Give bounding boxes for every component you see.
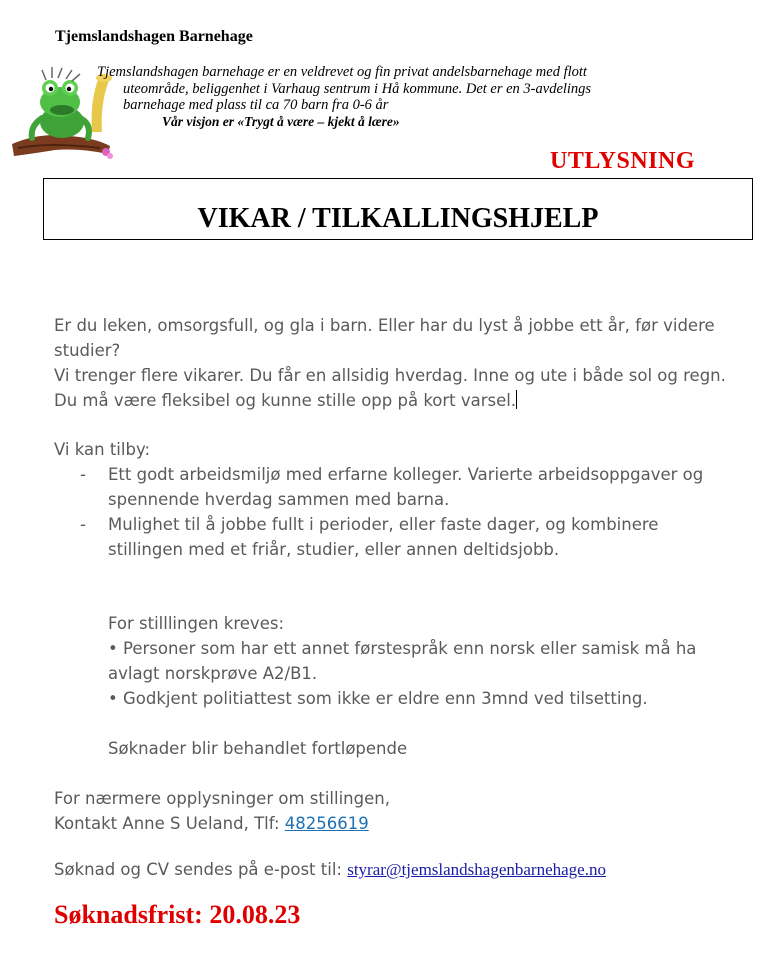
intro-text [97,64,677,114]
paragraph-line: Du må være fleksibel og kunne stille opp på kort varsel. [54,391,517,410]
intro-line: uteområde, beliggenhet i Varhaug sentrum i Hå kommune. Det er en 3-avdelings [123,80,592,97]
requirement-line: avlagt norskprøve A2/B1. [108,664,318,683]
list-item-line: Ett godt arbeidsmiljø med erfarne kolleger. Varierte arbeidsoppgaver og [108,465,704,484]
application-deadline: Søknadsfrist: 20.08.23 [54,900,301,929]
list-item-line: stillingen med et friår, studier, eller annen deltidsjobb. [108,540,560,559]
requirements-block [108,611,748,761]
email-link[interactable]: styrar@tjemslandshagenbarnehage.no [347,860,606,879]
intro-line: Tjemslandshagen barnehage er en veldrevet og fin privat andelsbarnehage med flott [97,64,587,80]
requirement-line: • Godkjent politiattest som ikke er eldre enn 3mnd ved tilsetting. [108,689,648,708]
contact-line: Kontakt Anne S Ueland, Tlf: 48256619 [54,814,369,833]
requirement-line: • Personer som har ett annet førstespråk enn norsk eller samisk må ha [108,639,697,658]
text-cursor [516,390,517,409]
list-item-line: spennende hverdag sammen med barna. [108,490,450,509]
intro-line: barnehage med plass til ca 70 barn fra 0-6 år [123,97,389,113]
offer-label: Vi kan tilby: [54,440,151,459]
list-item [80,512,740,562]
email-line: Søknad og CV sendes på e-post til: styrar@tjemslandshagenbarnehage.no [54,860,606,879]
offer-list [80,462,740,562]
title-box [43,178,753,240]
list-item [80,462,740,512]
paragraph-line: Vi trenger flere vikarer. Du får en allsidig hverdag. Inne og ute i både sol og regn. [54,366,726,385]
dash-bullet: - [80,515,86,534]
applications-note: Søknader blir behandlet fortløpende [108,739,408,758]
contact-block [54,786,754,836]
paragraph-line: Er du leken, omsorgsfull, og gla i barn. Eller har du lyst å jobbe ett år, før videre [54,316,715,335]
intro-paragraph [54,313,754,413]
vision-statement: Vår visjon er «Trygt å være – kjekt å lære» [162,114,400,129]
org-name: Tjemslandshagen Barnehage [55,28,253,45]
requirements-label: For stilllingen kreves: [108,614,284,633]
contact-line: For nærmere opplysninger om stillingen, [54,789,390,808]
list-item-line: Mulighet til å jobbe fullt i perioder, eller faste dager, og kombinere [108,515,659,534]
dash-bullet: - [80,465,86,484]
phone-link[interactable]: 48256619 [284,814,369,833]
announcement-label: UTLYSNING [550,148,695,174]
paragraph-line: studier? [54,341,121,360]
page-title: VIKAR / TILKALLINGSHJELP [197,203,599,234]
